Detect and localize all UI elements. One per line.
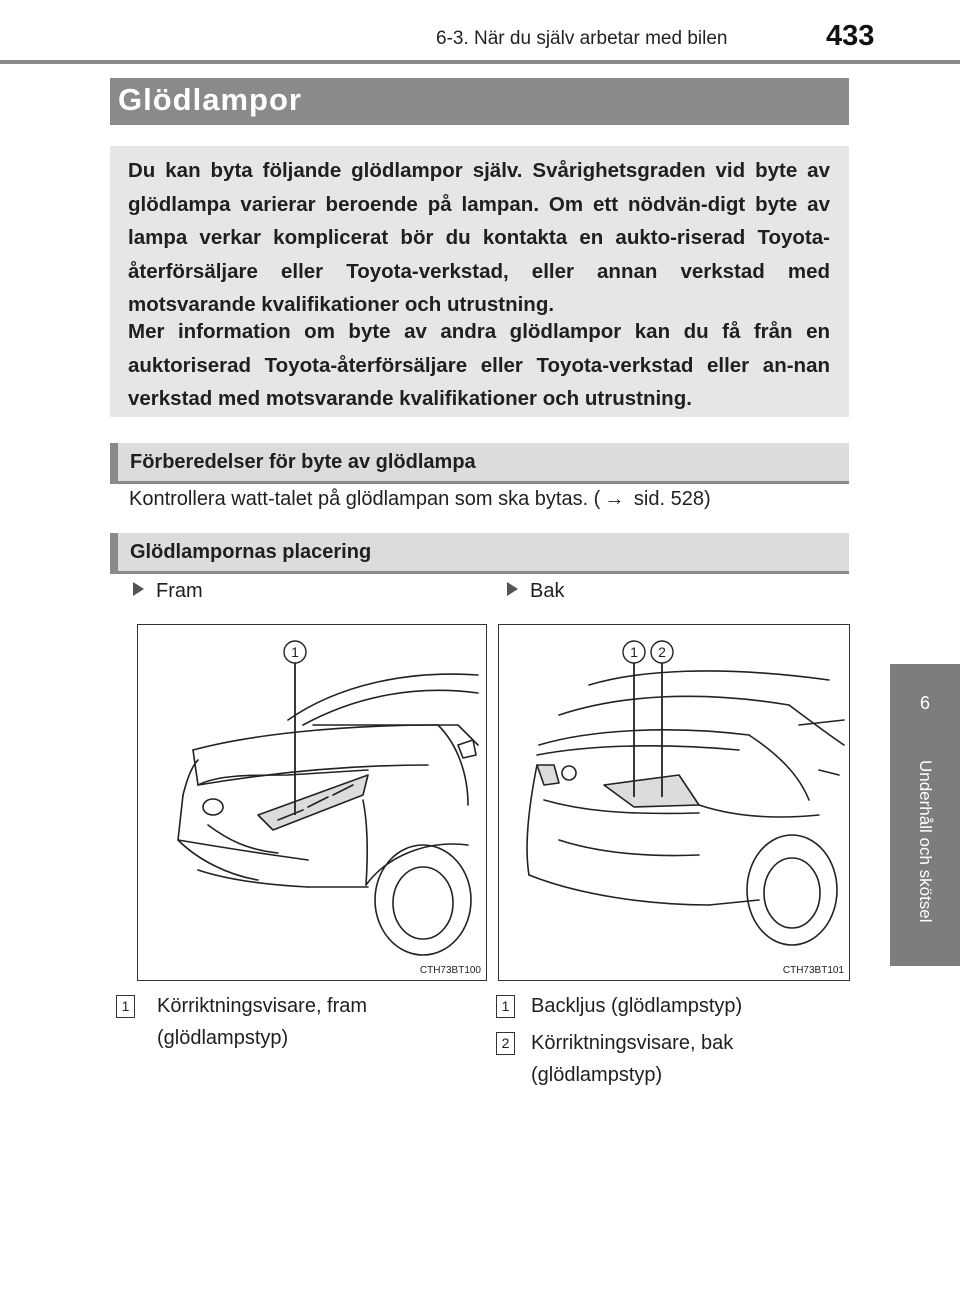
figure-caption-rear: [507, 580, 564, 603]
callout-1-label: 1: [630, 644, 638, 660]
front-car-drawing: [138, 625, 486, 980]
front-car-illustration: [137, 624, 487, 981]
header-rule: [0, 60, 960, 64]
chapter-label: Underhåll och skötsel: [916, 760, 935, 923]
subheading-preparation-text: Förberedelser för byte av glödlampa: [130, 451, 476, 473]
subheading-accent: [110, 533, 118, 571]
legend-front-item-1-line-1: Körriktningsvisare, fram: [157, 995, 368, 1017]
preparation-text: [129, 488, 711, 511]
legend-rear-item-2: [531, 1027, 733, 1091]
rear-car-illustration: [498, 624, 850, 981]
legend-front-item-1-line-2: (glödlampstyp): [157, 1027, 289, 1049]
legend-rear-item-1: Backljus (glödlampstyp): [531, 995, 743, 1017]
callout-2-label: 2: [658, 644, 666, 660]
preparation-text-before: Kontrollera watt-talet på glödlampan som ska bytas. (: [129, 488, 601, 510]
subheading-accent: [110, 443, 118, 481]
legend-rear-badge-2: 2: [496, 1032, 515, 1055]
callout-1-label: 1: [291, 644, 299, 660]
triangle-bullet-icon: [133, 582, 144, 596]
figure-caption-front-text: Fram: [156, 580, 203, 602]
figure-code-front: CTH73BT100: [419, 965, 481, 976]
figure-caption-front: [133, 580, 203, 603]
running-header-section: 6-3. När du själv arbetar med bilen: [436, 28, 728, 49]
chapter-number: 6: [919, 693, 930, 713]
rear-car-drawing: [499, 625, 849, 980]
page-title: Glödlampor: [118, 82, 302, 117]
legend-front-badge-1: 1: [116, 995, 135, 1018]
intro-paragraph-2: Mer information om byte av andra glödlampor kan du få från en auktoriserad Toyota-återförsäljare eller Toyota-verkstad eller an-nan verkstad med motsvarande kvalifikationer och utrustning.: [128, 320, 830, 410]
page-ref-arrow-icon: →: [604, 488, 625, 510]
legend-front-item-1: [157, 990, 367, 1054]
legend-rear-badge-1: 1: [496, 995, 515, 1018]
intro-paragraph-1: Du kan byta följande glödlampor själv. Svårighetsgraden vid byte av glödlampa varierar beroende på lampan. Om ett nödvän-digt byte av lampa verkar komplicerat bör du kontakta en aukto-riserad Toyota-återförsäljare eller Toyota-verkstad, eller annan verkstad med motsvarande kvalifikationer och utrustning.: [128, 159, 830, 316]
page-number: 433: [826, 20, 875, 52]
legend-rear-item-2-line-2: (glödlampstyp): [531, 1064, 663, 1086]
triangle-bullet-icon: [507, 582, 518, 596]
subheading-location: [110, 533, 849, 574]
subheading-preparation: [110, 443, 849, 484]
preparation-text-after: sid. 528): [628, 488, 711, 510]
figure-code-rear: CTH73BT101: [782, 965, 844, 976]
figure-caption-rear-text: Bak: [530, 580, 565, 602]
subheading-location-text: Glödlampornas placering: [130, 541, 372, 563]
legend-rear-item-2-line-1: Körriktningsvisare, bak: [531, 1032, 734, 1054]
